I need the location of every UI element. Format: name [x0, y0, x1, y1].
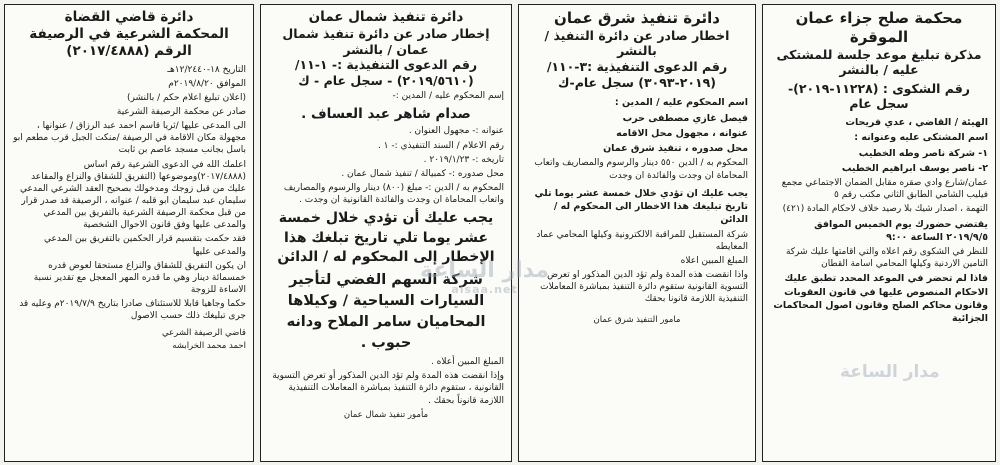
notice3-case-year: (٢٠١٩/٥٦١٠) - سجل عام - ك	[298, 72, 474, 88]
notice1-line: عمان/شارع وادي صقره مقابل الضمان الاجتماعي مجمع فيليب الشامي الطابق الثاني مكتب رقم ٥	[781, 178, 988, 201]
notice4-meta: التاريخ ١٨-١٢/٢٤٤٠هـ	[167, 64, 246, 75]
notice3-signature: مأمور تنفيذ شمال عمان	[343, 409, 429, 420]
notice1-court: محكمة صلح جزاء عمان الموقرة	[795, 9, 963, 46]
notice2-line: يجب عليك ان تؤدي خلال خمسة عشر يوما تلي تاريخ تبليغك هذا الاخطار الى المحكوم له / الدائن	[534, 187, 748, 226]
notice2-line: واذا انقضت هذه المدة ولم تؤد الدين المذكور او تعرض التسوية القانونية ستقوم دائرة التنفيذ بمباشرة المعاملات التنفيذية اللازمة قانونا بحقك	[540, 270, 748, 305]
notice3-detail: رقم الاعلام / السند التنفيذي :- ١ .	[377, 140, 504, 151]
watermark-domain: alsaa.net	[451, 283, 518, 296]
notice3-dept: دائرة تنفيذ شمال عمان	[308, 9, 464, 25]
notice1-line: للنظر في الشكوى رقم اعلاه والتي اقامتها عليك شركة التامين الاردنية وكيلها المحامي اسامة القطان	[785, 247, 988, 270]
notice1-line: اسم المشتكى عليه وعنوانه :	[854, 132, 988, 144]
notice3-debtor-label: إسم المحكوم عليه / المدين :-	[392, 91, 504, 102]
notice2-signature: مامور التنفيذ شرق عمان	[593, 315, 681, 326]
notice1-line: الهيئة / القاضي ، عدي فريحات	[845, 117, 988, 128]
watermark-text: مدار الساعة	[840, 362, 940, 382]
notice4-body: حكما وجاهيا قابلا للاستئناف صادرا بتاريخ ٢٠١٩/٧/٩م وعليه قد جرى تبليغك ذلك حسب الاصول	[19, 299, 246, 322]
notice3-footer: وإذا انقضت هذه المدة ولم تؤد الدين المذكور أو تعرض التسوية القانونية ، ستقوم دائرة التنفيذ بمباشرة المعاملات التنفيذية اللازمة قانوناً بحقك .	[272, 371, 504, 406]
notice3-case-no: رقم الدعوى التنفيذية :- ١-١١/	[294, 57, 478, 73]
notice4-meta: (اعلان تبليغ اعلام حكم / بالنشر)	[127, 92, 246, 103]
notice3-detail: محل صدوره :- كمبيالة / تنفيذ شمال عمان .	[341, 168, 504, 179]
notice2-line: المبلغ المبين اعلاه	[680, 255, 748, 266]
notice3-detail: تاريخه :- ٢٠١٩/١/٢٣ .	[423, 154, 504, 165]
watermark-text: مدار الساعة	[420, 258, 550, 283]
notice1-line: فاذا لم تحضر في الموعد المحدد تطبق عليك الاحكام المنصوص عليها في قانون العقوبات وقانون محاكم الصلح وقانون اصول المحاكمات الجزائية	[773, 273, 988, 325]
notice4-court: المحكمة الشرعية في الرصيفة	[29, 25, 229, 42]
notice4-dept: دائرة قاضي القضاة	[64, 9, 194, 25]
notice4-meta: صادر عن محكمة الرصيفة الشرعية	[116, 107, 246, 118]
notice4-body: ان يكون التفريق للشقاق والنزاع مستحقا لعوض قدره خمسمائة دينار وهي ما قدره المهر المعجل مع تقدير نسبة الاساءة للزوجة	[33, 260, 246, 296]
notice1-line: ١- شركة ناصر وطه الخطيب	[858, 147, 988, 159]
notice2-line: عنوانه ، مجهول محل الاقامه	[616, 127, 748, 139]
notice4-body: فقد حكمت بتقسيم قرار الحكمين بالتفريق بين المدعي والمدعى عليها	[44, 234, 246, 257]
notice4-sig-title: قاضي الرصيفة الشرعي	[161, 328, 246, 339]
notice3-subtitle: إخطار صادر عن دائرة تنفيذ شمال عمان / بالنشر	[282, 25, 490, 57]
notice-sharia-court	[4, 4, 254, 462]
notice4-case-no: الرقم (٢٠١٧/٤٨٨٨)	[66, 42, 192, 59]
notice4-sig-name: احمد محمد الخرابشه	[172, 341, 246, 352]
notice1-line: التهمة ، اصدار شيك بلا رصيد خلاف لاحكام المادة (٤٢١)	[782, 204, 988, 215]
notice-north-amman-execution	[260, 4, 512, 462]
notice1-case-no: رقم الشكوى : (١١٢٢٨-٢٠١٩)-	[787, 80, 970, 96]
notice-court-summons	[762, 4, 996, 462]
notice3-detail: عنوانه :- مجهول العنوان .	[408, 126, 504, 137]
notice4-body: الى المدعى عليها /ثريا قاسم احمد عبد الرزاق / عنوانها ، مجهولة مكان الاقامة في الرصيفة /منكت الجبل قرب مطعم ابو باسل بجانب مسجد عاصم بن ثابت	[13, 121, 246, 156]
notice4-meta: الموافق ٢٠١٩/٨/٢٠م	[168, 78, 246, 89]
notice2-line: محل صدوره ، تنفيذ شرق عمان	[603, 143, 748, 155]
notice2-line: المحكوم به / الدين ٥٥٠ دينار والرسوم والمصاريف واتعاب المحاماة ان وجدت والفائدة ان وجدت	[534, 158, 748, 181]
notice2-line: فيصل غازي مصطفى حرب	[622, 112, 748, 124]
notice3-debtor-name: صدام شاهر عبد العساف .	[301, 105, 471, 122]
notice1-subtitle: مذكرة تبليغ موعد جلسة للمشتكى عليه / بالنشر	[776, 46, 982, 78]
notice3-footer: المبلغ المبين أعلاه .	[430, 357, 504, 368]
notice-east-amman-execution	[518, 4, 756, 462]
notice2-subtitle: اخطار صادر عن دائرة التنفيذ / بالنشر	[544, 27, 730, 59]
notice2-line: اسم المحكوم عليه / المدين :	[614, 97, 748, 109]
notice2-case-no: رقم الدعوى التنفيذية :٣-١١٠/	[546, 59, 728, 74]
notice3-detail: المحكوم به / الدين :- مبلغ (٨٠٠) دينار والرسوم والمصاريف واتعاب المحاماة ان وجدت والفائدة القانونية ان وجدت .	[283, 182, 504, 206]
notice1-case-type: سجل عام	[849, 96, 909, 112]
notice2-dept: دائرة تنفيذ شرق عمان	[554, 9, 720, 27]
notice3-warning: يجب عليك أن تؤدي خلال خمسة عشر يوما تلي تاريخ تبلغك هذا الإخطار إلى المحكوم له / الدائن	[277, 210, 495, 266]
notice3-creditor: شركة السهم الفضي لتأجير السيارات السياحية / وكيلاها المحاميان سامر الملاح ودانه حبوب .	[286, 272, 486, 352]
notice1-line: يقتضي حضورك يوم الخميس الموافق ٢٠١٩/٩/٥ الساعة ٩:٠٠	[814, 218, 988, 243]
notice4-body: اعلمك الله في الدعوى الشرعية رقم اساس (٢٠١٧/٤٨٨٨)وموضوعها (التفريق للشقاق والنزاع والمقاعد عليك من قبل زوجك ومدخولك بصحيح العقد الشرعي المدعي سليمان عبد سليمان ابو قلبه / عنوانه ، الرصيفة قد صدر قرار من قبل محكمة الرصيفة الشرعية بالتفريق بين المدعي والمدعى عليها وفق قانون الاحوال الشخصية	[20, 159, 246, 231]
notice2-case-year: (٢٠١٩-٣٠٩٣) سجل عام-ك	[558, 74, 716, 90]
notice1-line: ٢- ناصر يوسف ابراهيم الخطيب	[841, 162, 988, 174]
notice2-line: شركة المستقبل للمراقبة الالكترونية وكيلها المحامي عماد المعايطه	[536, 229, 748, 252]
